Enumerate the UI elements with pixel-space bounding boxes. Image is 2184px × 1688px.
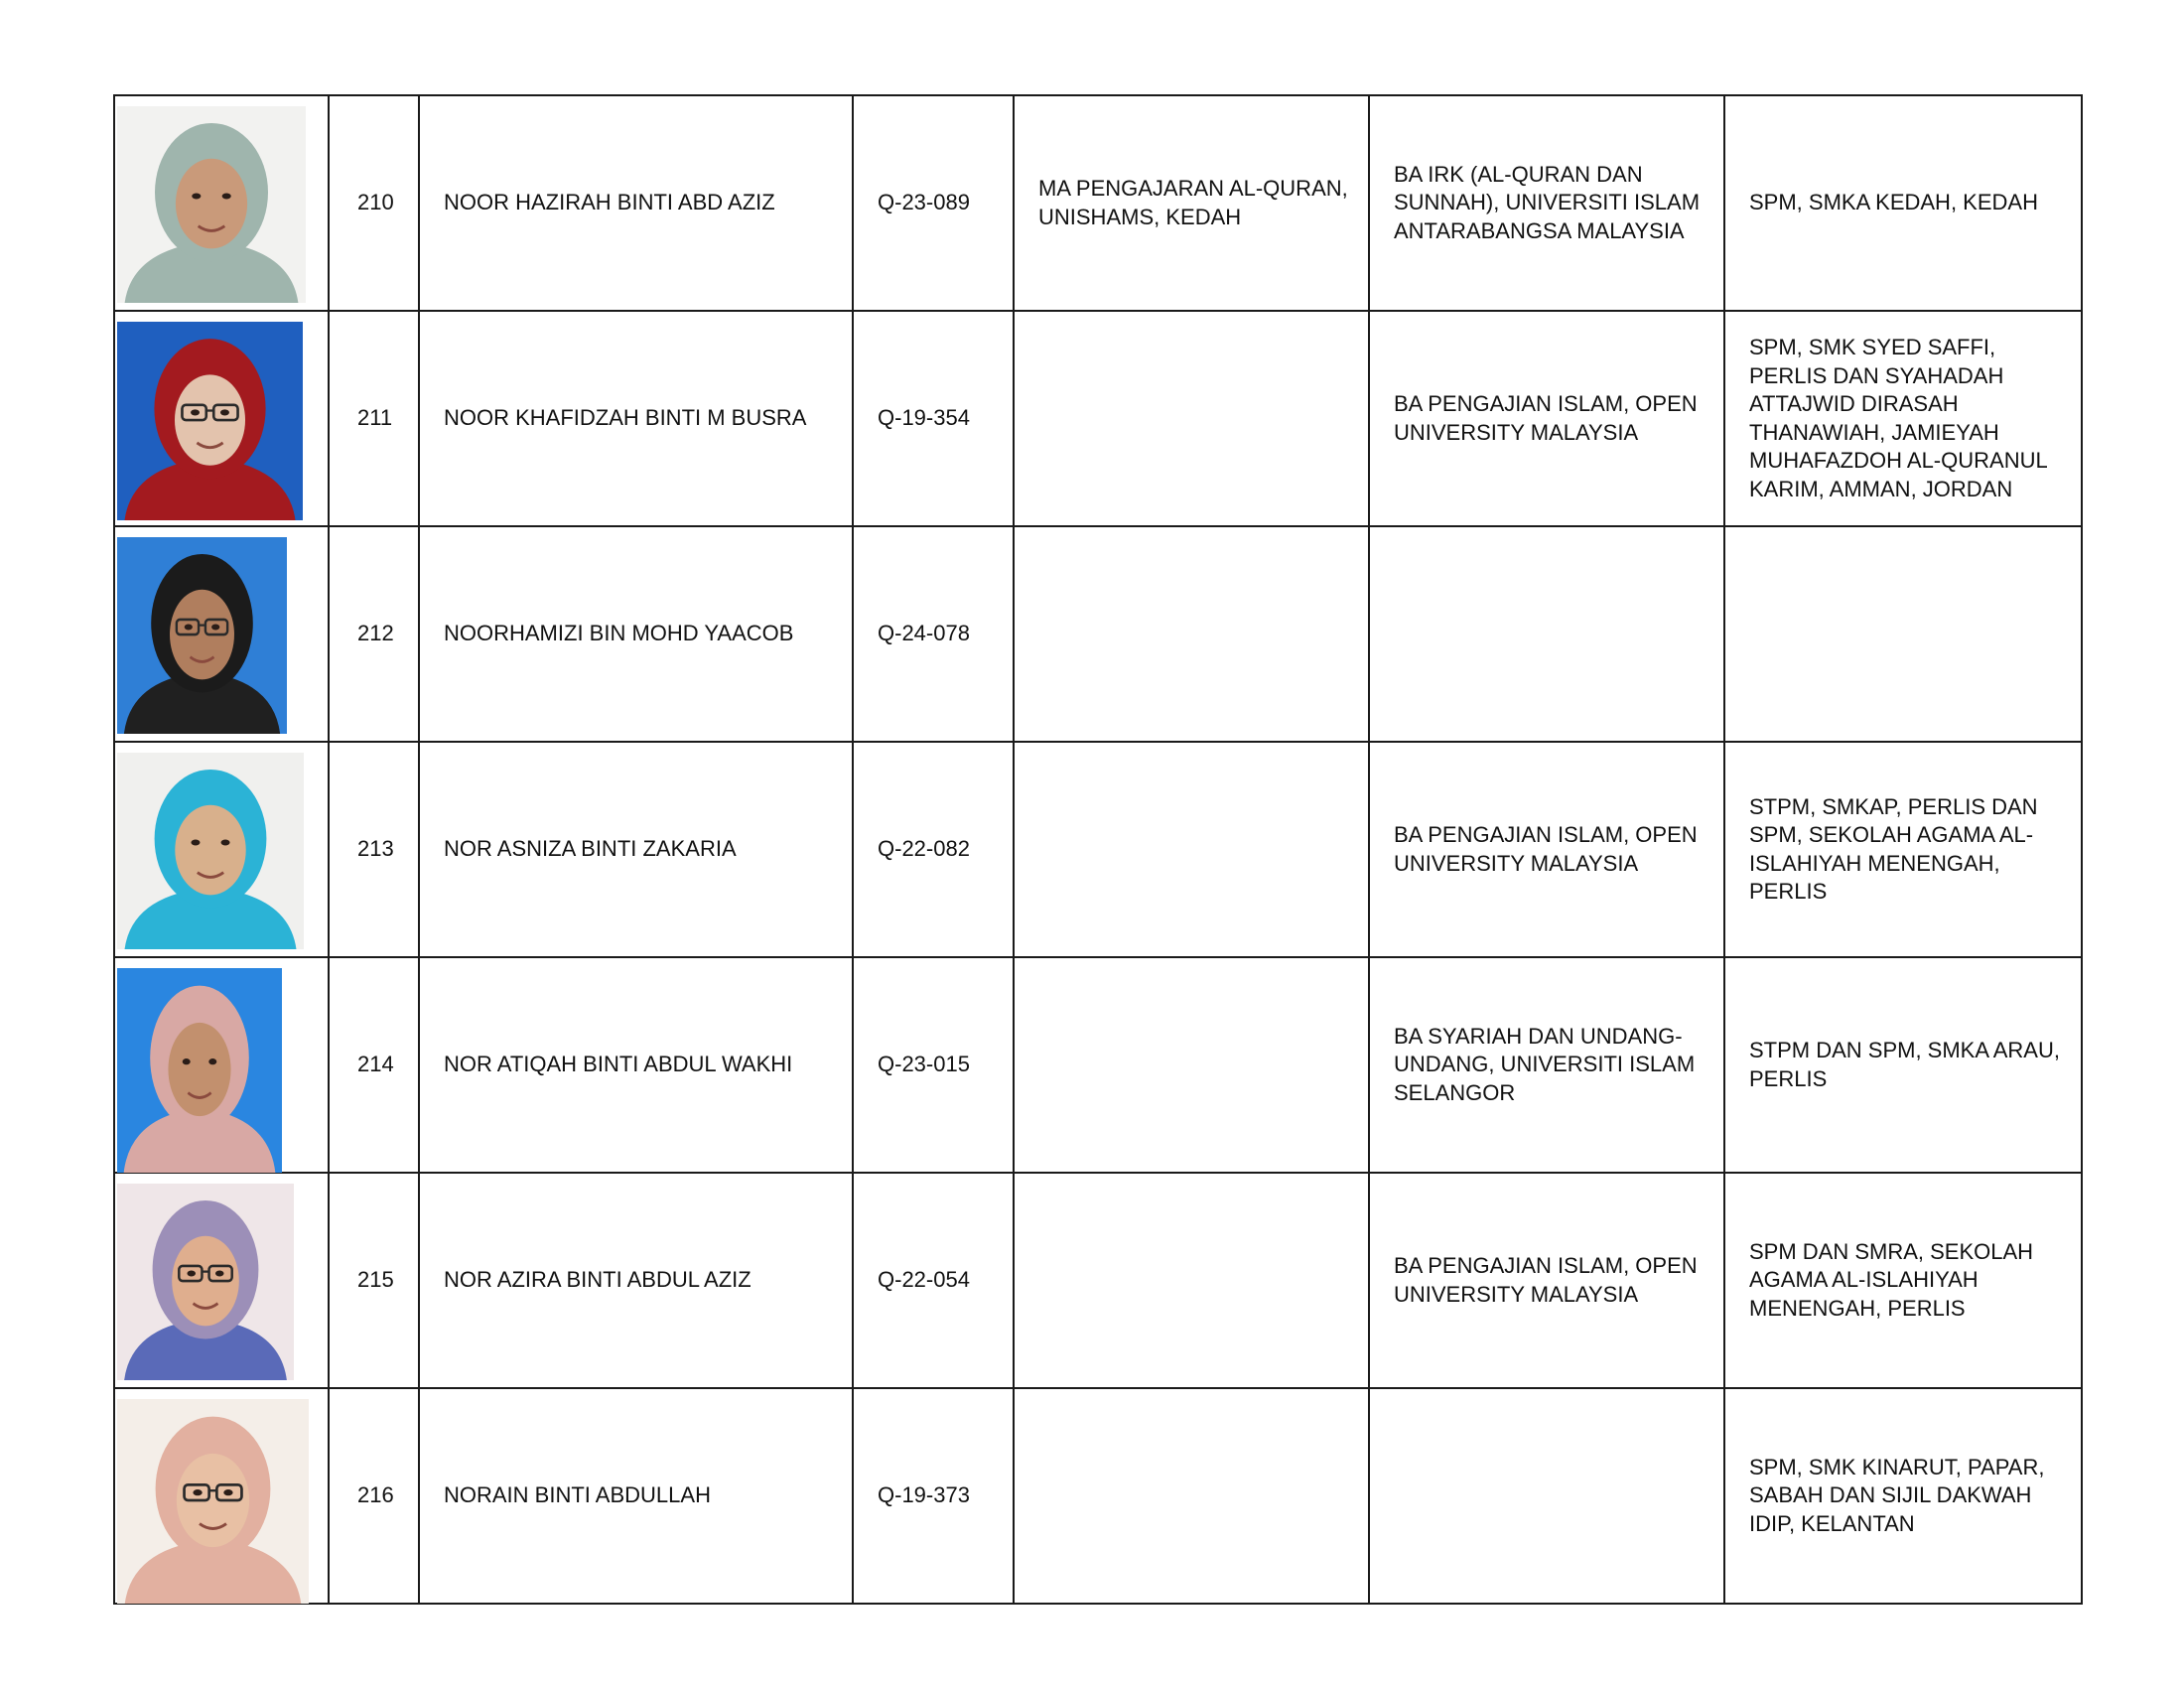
photo-cell: [114, 742, 329, 957]
masters-qualification: [1014, 1173, 1369, 1388]
member-code: Q-24-078: [853, 526, 1014, 742]
member-code: Q-23-089: [853, 95, 1014, 311]
degree-qualification: [1369, 1388, 1724, 1604]
row-number: 213: [329, 742, 419, 957]
degree-qualification: [1369, 526, 1724, 742]
member-code: Q-23-015: [853, 957, 1014, 1173]
row-number: 215: [329, 1173, 419, 1388]
school-qualification: SPM, SMK KINARUT, PAPAR, SABAH DAN SIJIL DAKWAH IDIP, KELANTAN: [1724, 1388, 2082, 1604]
degree-qualification: BA IRK (AL-QURAN DAN SUNNAH), UNIVERSITI ISLAM ANTARABANGSA MALAYSIA: [1369, 95, 1724, 311]
row-number: 216: [329, 1388, 419, 1604]
photo-cell: [114, 311, 329, 526]
member-name: NOR AZIRA BINTI ABDUL AZIZ: [419, 1173, 853, 1388]
photo-cell: [114, 1388, 329, 1604]
portrait-photo: [117, 968, 282, 1173]
table-row: [114, 95, 2082, 311]
degree-qualification: BA PENGAJIAN ISLAM, OPEN UNIVERSITY MALAYSIA: [1369, 742, 1724, 957]
row-number: 210: [329, 95, 419, 311]
table-row: [114, 957, 2082, 1173]
member-name: NOR ATIQAH BINTI ABDUL WAKHI: [419, 957, 853, 1173]
member-name: NOOR KHAFIDZAH BINTI M BUSRA: [419, 311, 853, 526]
portrait-photo: [117, 1399, 309, 1604]
member-code: Q-22-082: [853, 742, 1014, 957]
member-code: Q-19-354: [853, 311, 1014, 526]
photo-cell: [114, 1173, 329, 1388]
portrait-photo: [117, 753, 304, 949]
table-row: [114, 526, 2082, 742]
school-qualification: SPM, SMK SYED SAFFI, PERLIS DAN SYAHADAH ATTAJWID DIRASAH THANAWIAH, JAMIEYAH MUHAFAZDOH AL-QURANUL KARIM, AMMAN, JORDAN: [1724, 311, 2082, 526]
table-row: [114, 1173, 2082, 1388]
member-name: NOORHAMIZI BIN MOHD YAACOB: [419, 526, 853, 742]
degree-qualification: BA PENGAJIAN ISLAM, OPEN UNIVERSITY MALAYSIA: [1369, 311, 1724, 526]
member-name: NOR ASNIZA BINTI ZAKARIA: [419, 742, 853, 957]
portrait-photo: [117, 322, 303, 520]
masters-qualification: [1014, 311, 1369, 526]
row-number: 212: [329, 526, 419, 742]
member-code: Q-22-054: [853, 1173, 1014, 1388]
table-row: [114, 311, 2082, 526]
photo-cell: [114, 957, 329, 1173]
masters-qualification: [1014, 957, 1369, 1173]
portrait-photo: [117, 106, 306, 303]
masters-qualification: MA PENGAJARAN AL-QURAN, UNISHAMS, KEDAH: [1014, 95, 1369, 311]
photo-cell: [114, 526, 329, 742]
masters-qualification: [1014, 526, 1369, 742]
masters-qualification: [1014, 1388, 1369, 1604]
table-row: [114, 1388, 2082, 1604]
row-number: 211: [329, 311, 419, 526]
portrait-photo: [117, 1184, 294, 1380]
school-qualification: SPM DAN SMRA, SEKOLAH AGAMA AL-ISLAHIYAH MENENGAH, PERLIS: [1724, 1173, 2082, 1388]
registry-table: [113, 94, 2083, 1605]
school-qualification: STPM, SMKAP, PERLIS DAN SPM, SEKOLAH AGAMA AL-ISLAHIYAH MENENGAH, PERLIS: [1724, 742, 2082, 957]
table-row: [114, 742, 2082, 957]
degree-qualification: BA PENGAJIAN ISLAM, OPEN UNIVERSITY MALAYSIA: [1369, 1173, 1724, 1388]
photo-cell: [114, 95, 329, 311]
member-name: NOOR HAZIRAH BINTI ABD AZIZ: [419, 95, 853, 311]
school-qualification: [1724, 526, 2082, 742]
degree-qualification: BA SYARIAH DAN UNDANG-UNDANG, UNIVERSITI ISLAM SELANGOR: [1369, 957, 1724, 1173]
row-number: 214: [329, 957, 419, 1173]
school-qualification: SPM, SMKA KEDAH, KEDAH: [1724, 95, 2082, 311]
masters-qualification: [1014, 742, 1369, 957]
member-code: Q-19-373: [853, 1388, 1014, 1604]
portrait-photo: [117, 537, 287, 734]
member-name: NORAIN BINTI ABDULLAH: [419, 1388, 853, 1604]
school-qualification: STPM DAN SPM, SMKA ARAU, PERLIS: [1724, 957, 2082, 1173]
